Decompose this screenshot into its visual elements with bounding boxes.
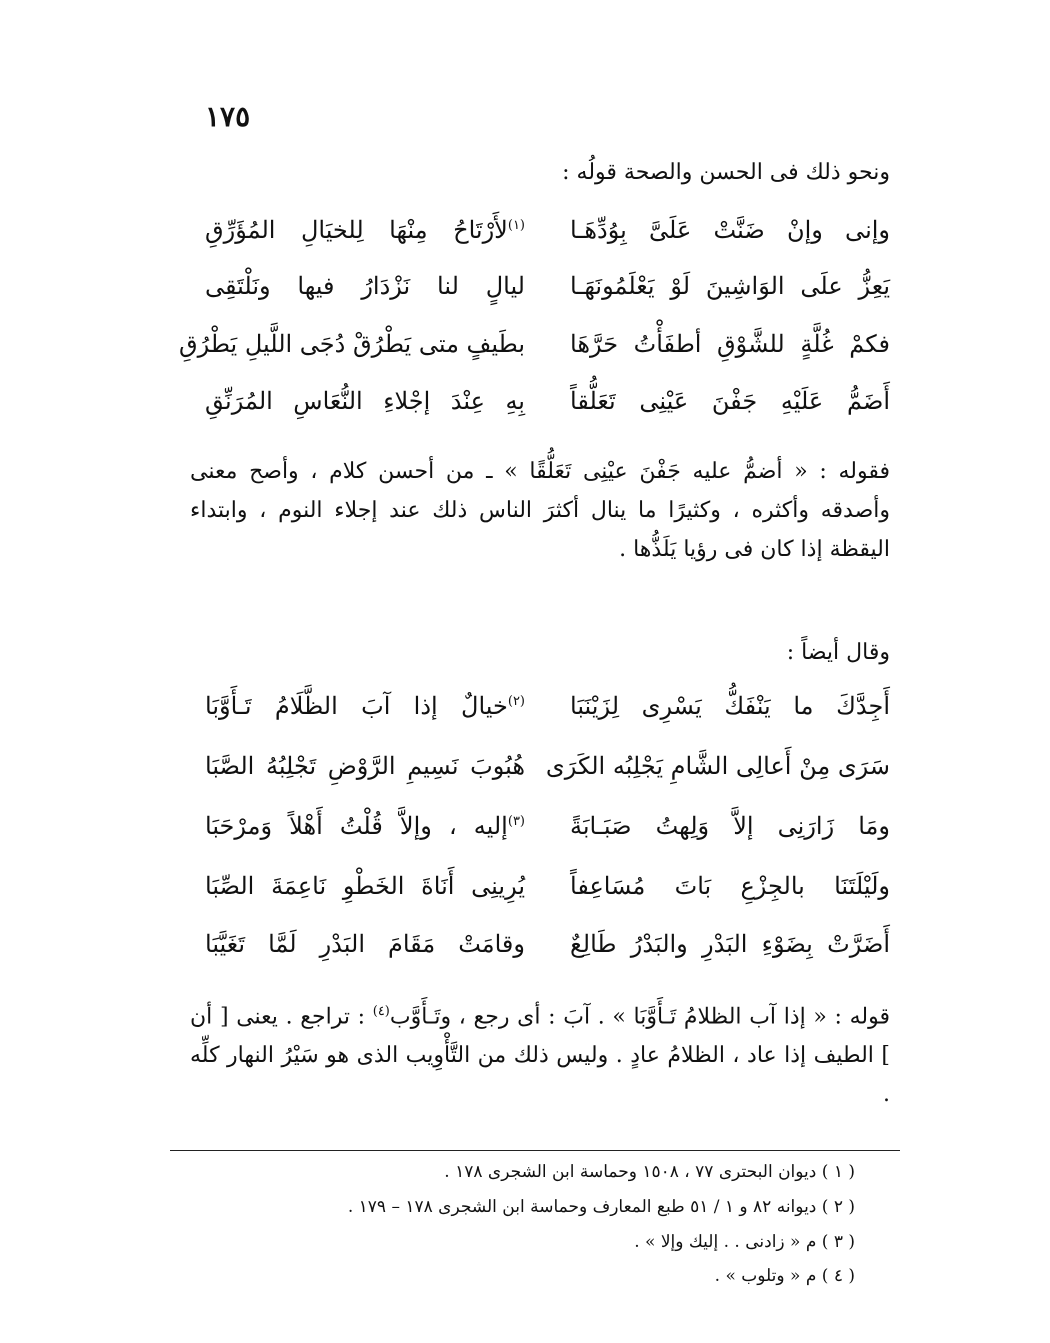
verse-hemistich-left: بطَيفٍ متى يَطْرُقْ دُجَى اللَّيلِ يَطْرُقِ [178, 330, 525, 358]
verse-hemistich-right: ومَا زَارَنِى إلاَّ وَلِهتُ صَبَـابَةً [570, 812, 890, 840]
verse-hemistich-left: $^{(٣)}$إليه ، وإلاَّ قُلْتُ أَهْلاً وَمرْحَبَا [205, 812, 525, 840]
commentary-paragraph-1: فقوله : « أضمُّ عليه جَفْنَ عيْنِى تَعَلُّقًا » ـ من أحسن كلام ، وأصح معنى وأصدقه وأكثره ، وكثيرًا ما ينال أكثرَ الناس ذلك عند إجلاء النوم ، وابتداء اليقظة إذا كان فى رؤيا يَلَذُّها . [190, 459, 890, 562]
verse-hemistich-left: $^{(١)}$لأَرْتَاحُ مِنْهَا لِلخيَالِ المُؤَرِّقِ [205, 216, 525, 244]
verse-hemistich-right: سَرَى مِنْ أَعالِى الشَّامِ يَجْلِبُه الكَرَى [545, 752, 890, 780]
page-number: ١٧٥ [205, 100, 251, 133]
verse-hemistich-right: فكمْ غُلَّةٍ للشَّوْقِ أطفَأْتُ حَرَّهَا [570, 330, 890, 358]
verse-hemistich-right: وإنى وإنْ ضَنَّتْ عَلَىَّ بِوُدِّهَـا [570, 216, 890, 244]
footnote-2: ( ٢ ) ديوانه ٨٢ و ١ / ٥١ طبع المعارف وحماسة ابن الشجرى ١٧٨ – ١٧٩ . [347, 1197, 855, 1217]
commentary-paragraph-2: قوله : « إذا آب الظلامُ تَـأَوَّبَا » . آبَ : أى رجع ، وتَـأَوَّب$^{(٤)}$ : تراجع . يعنى [ أن ] الطيف إذا عاد ، الظلامُ عادٍ . وليس ذلك من التَّأْوِيب الذى هو سَيْرُ النهار كلِّه . [190, 1004, 891, 1108]
footnote-3: ( ٣ ) م « زادنى . . إليك وإلا » . [634, 1232, 855, 1252]
intro-line-2: وقال أيضاً : [786, 640, 890, 665]
verse-hemistich-left: $^{(٢)}$خيالٌ إذا آبَ الظَّلَامُ تَـأَوَّبَا [205, 692, 525, 720]
footnote-marker: (٣) [507, 814, 525, 829]
verse-hemistich-right: أَجِدَّكَ ما يَنْفَكُّ يَسْرِى لِزَيْنَبَا [570, 692, 890, 720]
verse-hemistich-left: ليالٍ لنا نَزْدَارُ فيها ونَلْتَقِى [205, 272, 525, 300]
verse-hemistich-right: أَضَمُّ عَلَيْهِ جَفْنَ عَيْنِى تَعَلُّقاً [570, 387, 890, 415]
verse-hemistich-left: وقامَتْ مَقَامَ البَدْرِ لَمَّا تَغَيَّبَا [205, 930, 525, 958]
verse-hemistich-left: يُرِينِى أَنَاةَ الخَطْوِ نَاعِمَةَ الصِّبَا [205, 872, 525, 900]
verse-hemistich-right: أَضَرَّتْ بِضَوْءِ البَدْرِ والبَدْرُ طَالِعٌ [570, 930, 890, 958]
verse-hemistich-left: بِهِ عِنْدَ إجْلاءِ النُّعَاسِ المُرَنِّقِ [205, 387, 525, 415]
footnote-divider [170, 1150, 900, 1151]
verse-hemistich-right: ولَيْلَتَنَا بالجِزْعِ بَاتَ مُسَاعِفاً [570, 872, 890, 900]
footnote-marker: (٤) [372, 1004, 390, 1019]
verse-hemistich-left: هُبُوبَ نَسِيمِ الرَّوْضِ تَجْلِبُهُ الصَّبَا [205, 752, 525, 780]
footnote-1: ( ١ ) ديوان البحترى ٧٧ ، ١٥٠٨ وحماسة ابن الشجرى ١٧٨ . [444, 1162, 855, 1182]
intro-line-1: ونحو ذلك فى الحسن والصحة قولُه : [562, 160, 890, 185]
footnote-4: ( ٤ ) م « وتلوب » . [714, 1266, 855, 1286]
verse-hemistich-right: يَعِزُّ علَى الوَاشِينَ لَوْ يَعْلَمُونَهَـا [570, 272, 890, 300]
footnote-marker: (٢) [507, 694, 525, 709]
footnote-marker: (١) [507, 218, 525, 233]
